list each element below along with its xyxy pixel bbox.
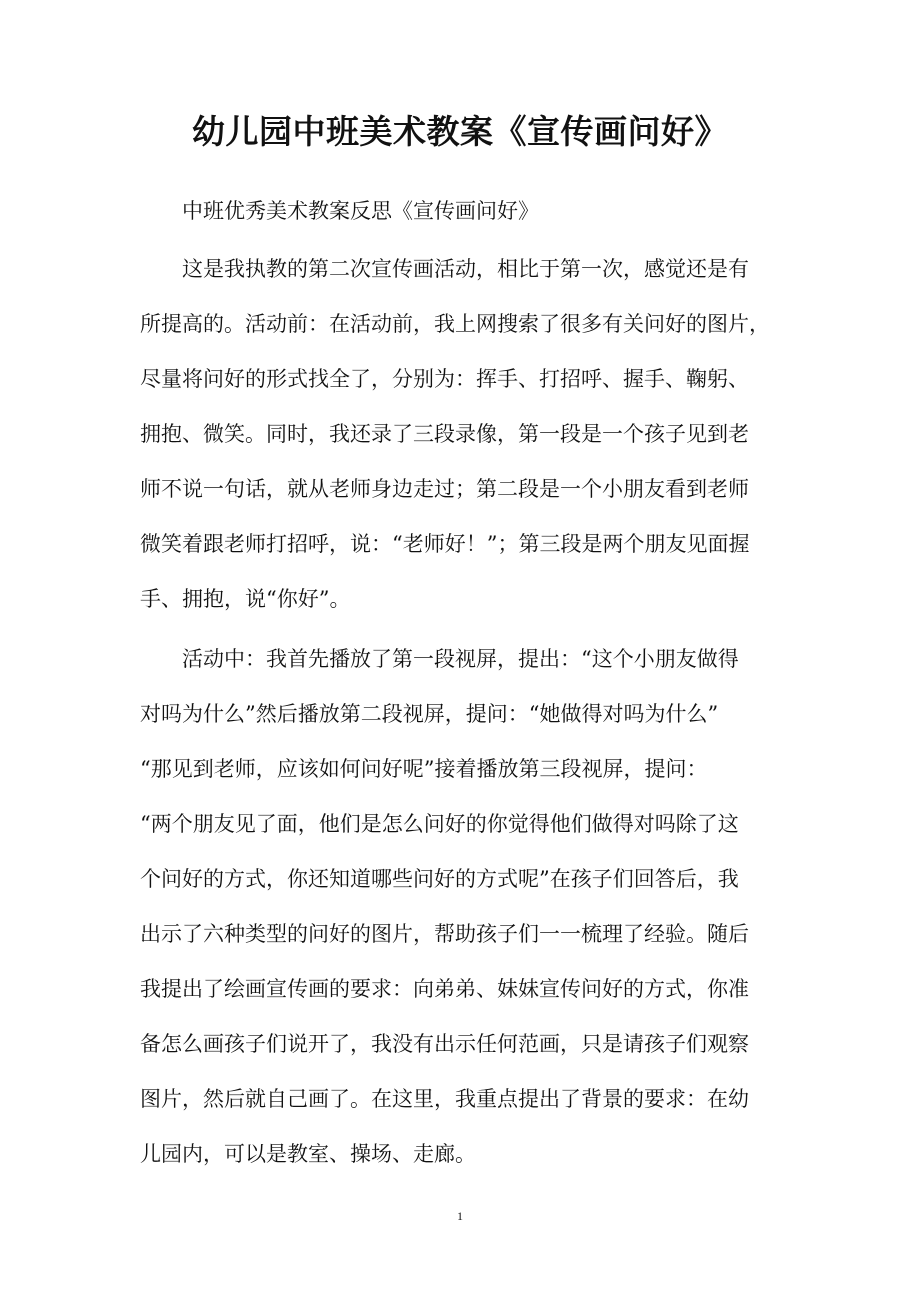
paragraph-2 bbox=[140, 632, 780, 1237]
paragraph-line: “那见到老师，应该如何问好呢”接着播放第三段视屏，提问： bbox=[140, 757, 708, 781]
paragraph-line: 儿园内，可以是教室、操场、走廊。 bbox=[140, 1142, 476, 1166]
paragraph-line: 个问好的方式，你还知道哪些问好的方式呢”在孩子们回答后，我 bbox=[140, 867, 739, 891]
paragraph-line: 尽量将问好的形式找全了，分别为：挥手、打招呼、握手、鞠躬、 bbox=[140, 367, 749, 391]
page-number: 1 bbox=[457, 1209, 463, 1223]
paragraph-line: 所提高的。活动前：在活动前，我上网搜索了很多有关问好的图片， bbox=[140, 312, 770, 336]
paragraph-line: 师不说一句话，就从老师身边走过；第二段是一个小朋友看到老师 bbox=[140, 477, 749, 501]
paragraph-line: 微笑着跟老师打招呼，说：“老师好！”；第三段是两个朋友见面握 bbox=[140, 532, 750, 556]
paragraph-line: 图片，然后就自己画了。在这里，我重点提出了背景的要求：在幼 bbox=[140, 1087, 749, 1111]
paragraph-1 bbox=[140, 242, 780, 627]
document-title: 幼儿园中班美术教案《宣传画问好》 bbox=[192, 112, 728, 151]
paragraph-line: 手、拥抱，说“你好”。 bbox=[140, 587, 351, 611]
paragraph-line: 活动中：我首先播放了第一段视屏，提出：“这个小朋友做得 bbox=[140, 647, 739, 671]
document-subtitle: 中班优秀美术教案反思《宣传画问好》 bbox=[182, 199, 539, 223]
paragraph-line: “两个朋友见了面，他们是怎么问好的你觉得他们做得对吗除了这 bbox=[140, 812, 739, 836]
paragraph-line: 对吗为什么”然后播放第二段视屏，提问：“她做得对吗为什么” bbox=[140, 702, 719, 726]
paragraph-line: 我提出了绘画宣传画的要求：向弟弟、妹妹宣传问好的方式，你准 bbox=[140, 977, 749, 1001]
paragraph-line: 拥抱、微笑。同时，我还录了三段录像，第一段是一个孩子见到老 bbox=[140, 422, 749, 446]
paragraph-line: 这是我执教的第二次宣传画活动，相比于第一次，感觉还是有 bbox=[140, 257, 749, 281]
paragraph-line: 备怎么画孩子们说开了，我没有出示任何范画，只是请孩子们观察 bbox=[140, 1032, 749, 1056]
paragraph-line: 出示了六种类型的问好的图片，帮助孩子们一一梳理了经验。随后 bbox=[140, 922, 749, 946]
